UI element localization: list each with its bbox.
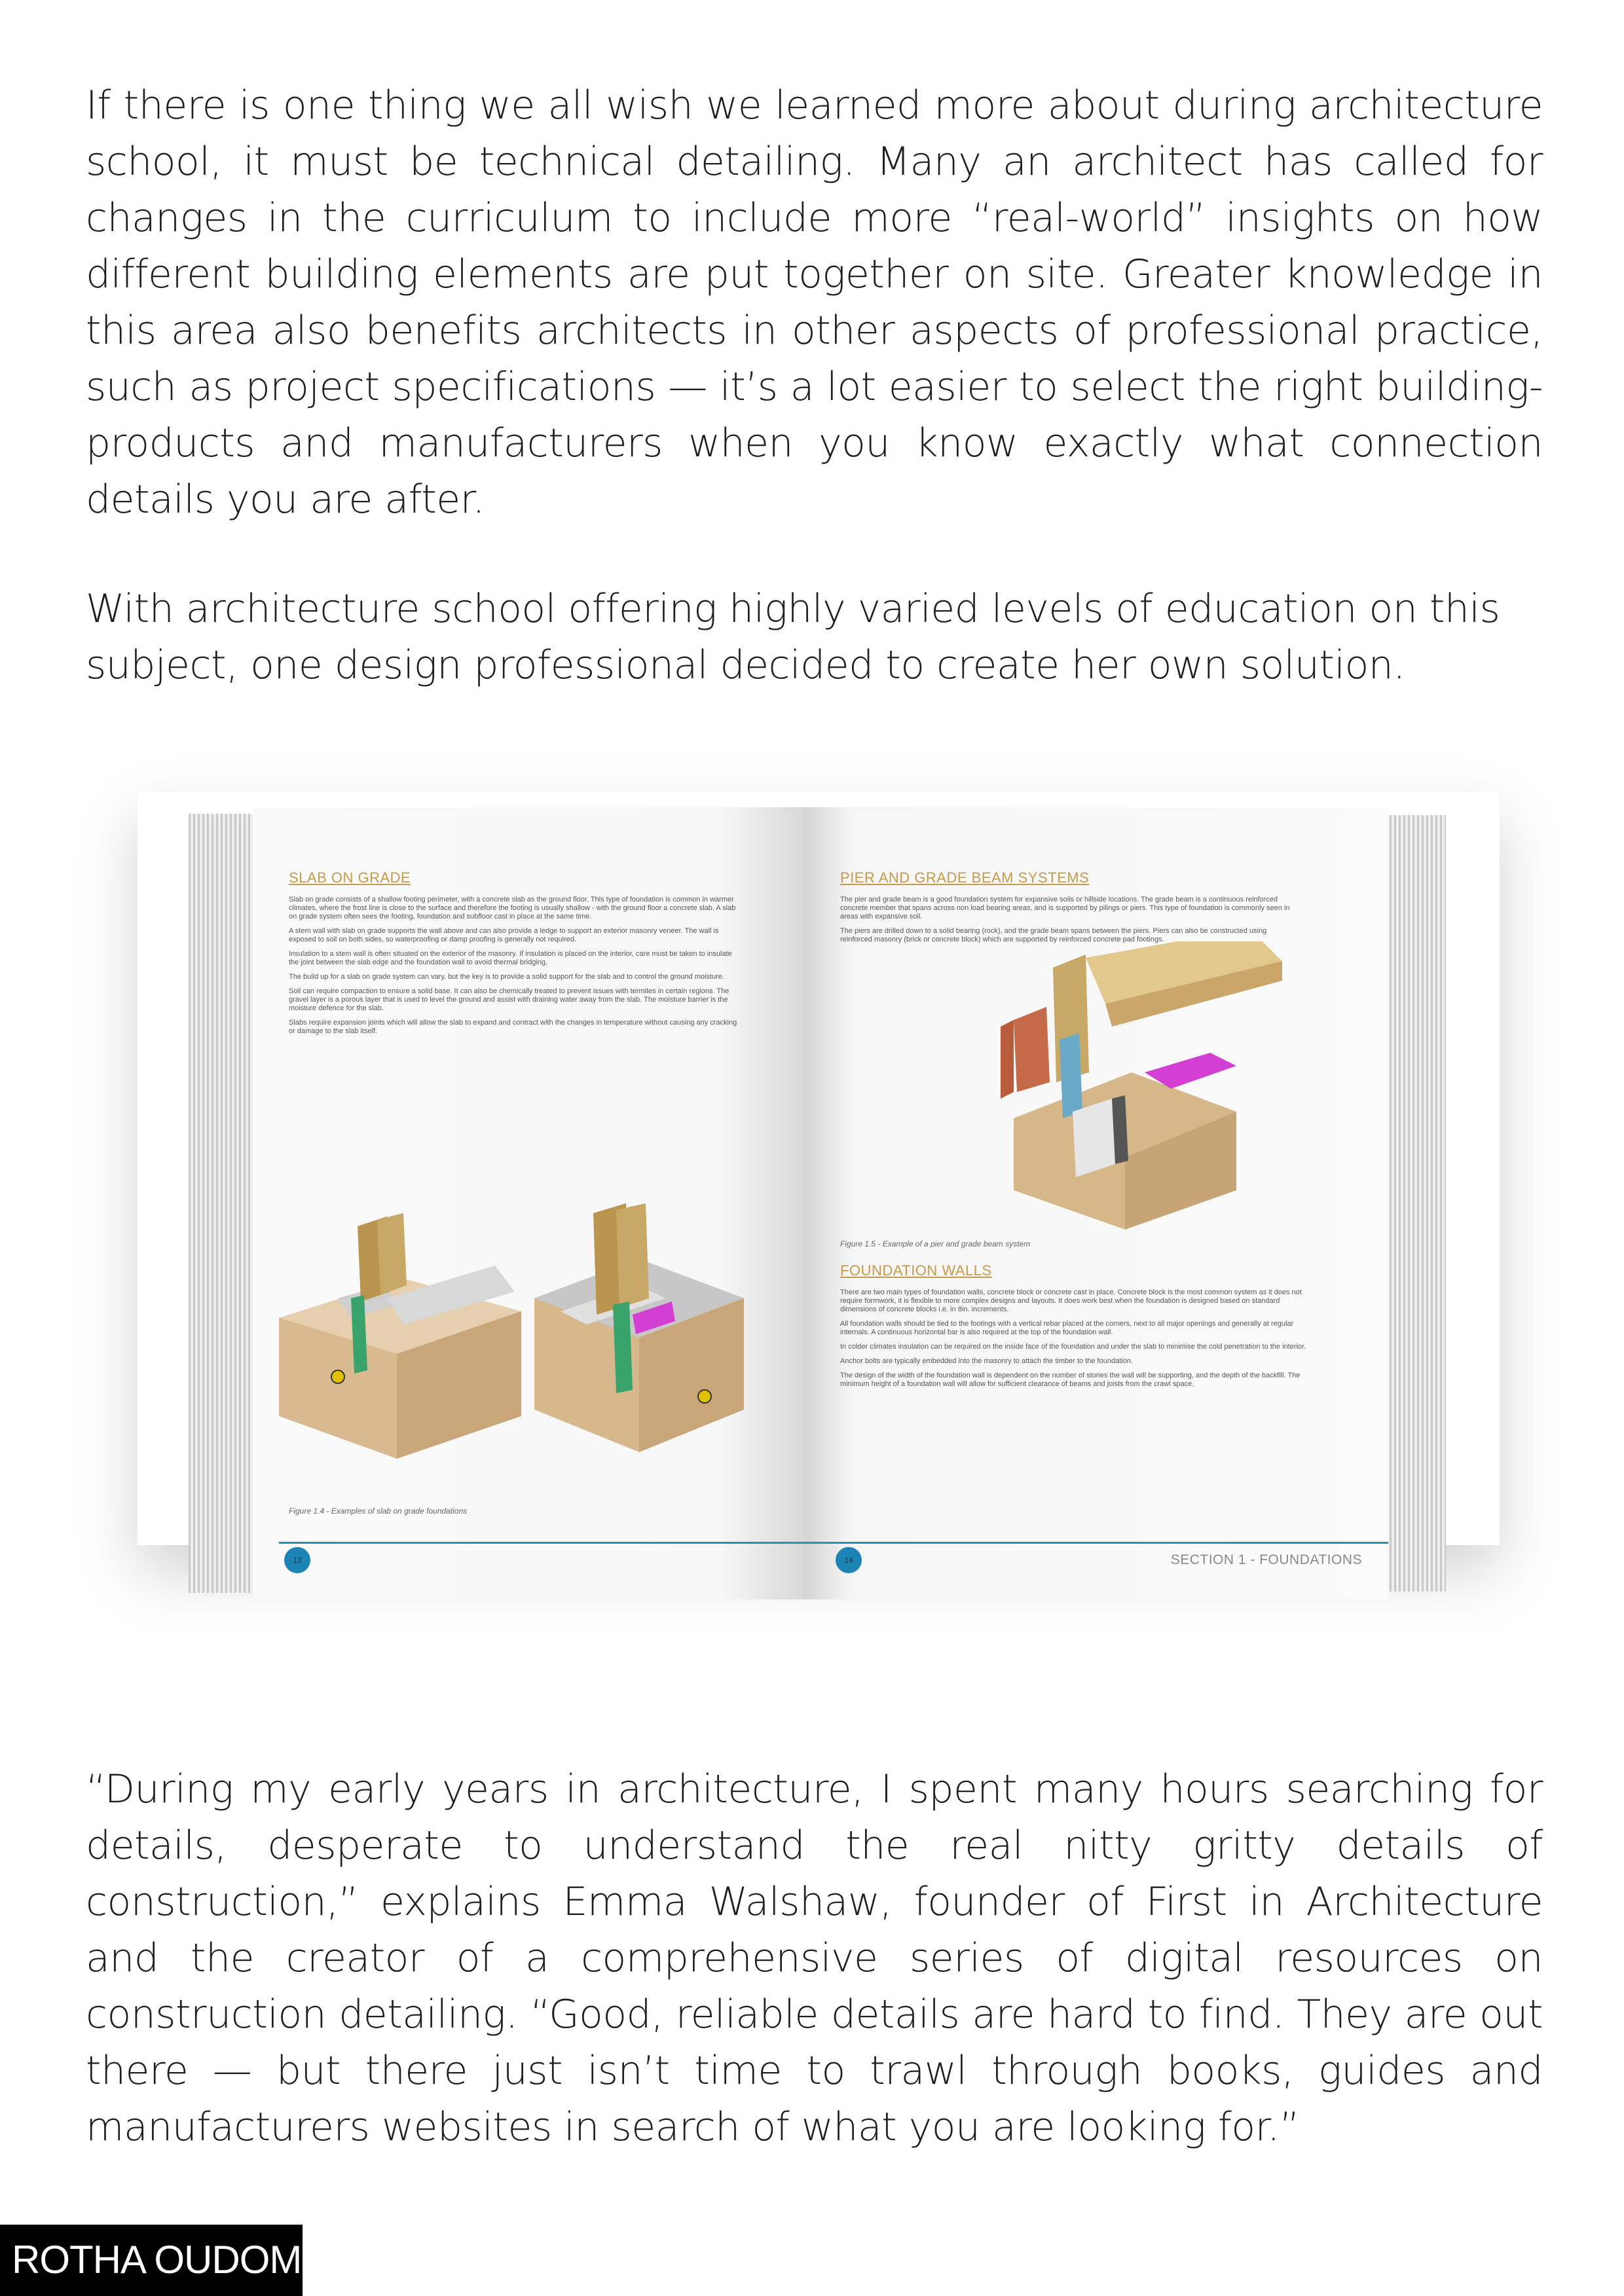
book-paragraph: A stem wall with slab on grade supports the wall above and can also provide a ledge to support an exterior masonry veneer. The wall is exposed to soil on both sides, so waterproofing or damp proofing is generally not required. <box>289 927 719 943</box>
left-page-text <box>289 896 741 1042</box>
intro-paragraph: If there is one thing we all wish we learned more about during architecture school, it must be technical detailing. Many an architect has called for changes in the curriculum to include more “real-world” insights on how different building elements are put together on site. Greater knowledge in this area also benefits architects in other aspects of professional practice, such as project specifications — it’s a lot easier to select the right building-products and manufacturers when you know exactly what connection details you are after. <box>86 82 1543 522</box>
book-paragraph: Slab on grade consists of a shallow footing perimeter, with a concrete slab as the ground floor. This type of foundation is common in warmer climates, where the frost line is close to the surface and therefore the footing is usually shallow - with the ground floor a concrete slab. A slab on grade system often sees the footing, foundation and subfloor cast in place at the same time. <box>289 896 736 920</box>
book-paragraph: Insulation to a stem wall is often situated on the exterior of the masonry. If insulation is placed on the interior, care must be taken to insulate the joint between the slab edge and the foundation wall to avoid thermal bridging. <box>289 950 732 966</box>
right-figure-caption: Figure 1.5 - Example of a pier and grade beam system <box>840 1239 1031 1248</box>
left-figure-caption: Figure 1.4 - Examples of slab on grade foundations <box>289 1506 468 1516</box>
slab-on-grade-illustration <box>272 1200 783 1462</box>
book-paragraph: The design of the width of the foundation wall is dependent on the number of stories the wall will be supporting, and the depth of the backfill. The minimum height of a foundation wall will allow for sufficient clearance of beams and joists from the crawl space. <box>840 1372 1301 1388</box>
open-book <box>189 807 1446 1599</box>
book-page-edges-left <box>189 814 254 1593</box>
pier-grade-beam-illustration <box>974 941 1315 1230</box>
book-paragraph: All foundation walls should be tied to the footings with a vertical rebar placed at the corners, next to all major openings and generally at regular internals. A continuous horizontal bar is also required at the top of the foundation wall. <box>840 1320 1294 1336</box>
right-page-number: 14 <box>836 1547 862 1573</box>
right-page-rule <box>804 1542 1388 1544</box>
right-page-heading: PIER AND GRADE BEAM SYSTEMS <box>840 869 1090 886</box>
book-paragraph: Anchor bolts are typically embedded into the masonry to attach the timber to the foundation. <box>840 1357 1133 1365</box>
foundation-walls-text <box>840 1288 1312 1394</box>
section-footer: SECTION 1 - FOUNDATIONS <box>1170 1552 1362 1567</box>
book-left-page <box>253 807 804 1599</box>
book-paragraph: The pier and grade beam is a good foundation system for expansive soils or hillside locations. The grade beam is a continuous reinforced concrete member that spans across non load bearing areas, and is supported by pilings or piers. This type of foundation is commonly seen in areas with expansive soil. <box>840 896 1290 920</box>
context-paragraph: With architecture school offering highly varied levels of education on this subject, one design professional decided to create her own solution. <box>86 586 1500 688</box>
author-badge <box>0 2225 303 2296</box>
author-name: ROTHA OUDOM <box>12 2238 302 2282</box>
foundation-walls-heading: FOUNDATION WALLS <box>840 1262 992 1279</box>
book-paragraph: The piers are drilled down to a solid bearing (rock), and the grade beam spans between the piers. Piers can also be constructed using reinforced masonry (brick or concrete block) which are supported by reinforced concrete pad footings. <box>840 927 1267 943</box>
left-page-heading: SLAB ON GRADE <box>289 869 411 886</box>
book-paragraph: In colder climates insulation can be required on the inside face of the foundation and under the slab to minimise the cold penetration to the interior. <box>840 1343 1306 1351</box>
book-paragraph: Soil can require compaction to ensure a solid base. It can also be chemically treated to prevent issues with termites in certain regions. The gravel layer is a porous layer that is used to level the ground and assist with draining water away from the slab. The moisture barrier is the moisture defence for the slab. <box>289 987 729 1012</box>
slab-detail-right <box>534 1203 744 1452</box>
book-paragraph: The build up for a slab on grade system can vary, but the key is to provide a solid support for the slab and to control the ground moisture. <box>289 973 725 981</box>
slab-detail-left <box>279 1213 521 1459</box>
left-page-rule <box>279 1542 804 1544</box>
book-paragraph: Slabs require expansion joints which will allow the slab to expand and contract with the changes in temperature without causing any cracking or damage to the slab itself. <box>289 1019 737 1035</box>
left-page-number: 13 <box>284 1547 310 1573</box>
book-page-edges-right <box>1387 815 1446 1592</box>
book-image <box>98 753 1526 1637</box>
book-right-page <box>804 807 1388 1599</box>
quote-paragraph: “During my early years in architecture, I spent many hours searching for details, desperate to understand the real nitty gritty details of construction,” explains Emma Walshaw, founder of First in Architecture and the creator of a comprehensive series of digital resources on construction detailing. “Good, reliable details are hard to find. They are out there — but there just isn’t time to trawl through books, guides and manufacturers websites in search of what you are looking for.” <box>86 1766 1543 2150</box>
book-paragraph: There are two main types of foundation walls, concrete block or concrete cast in place. Concrete block is the most common system as it does not require formwork, it is flexible to more complex designs and layouts. It does work best when the foundation is designed based on standard dimensions of concrete blocks i.e. in 8in. increments. <box>840 1288 1302 1313</box>
